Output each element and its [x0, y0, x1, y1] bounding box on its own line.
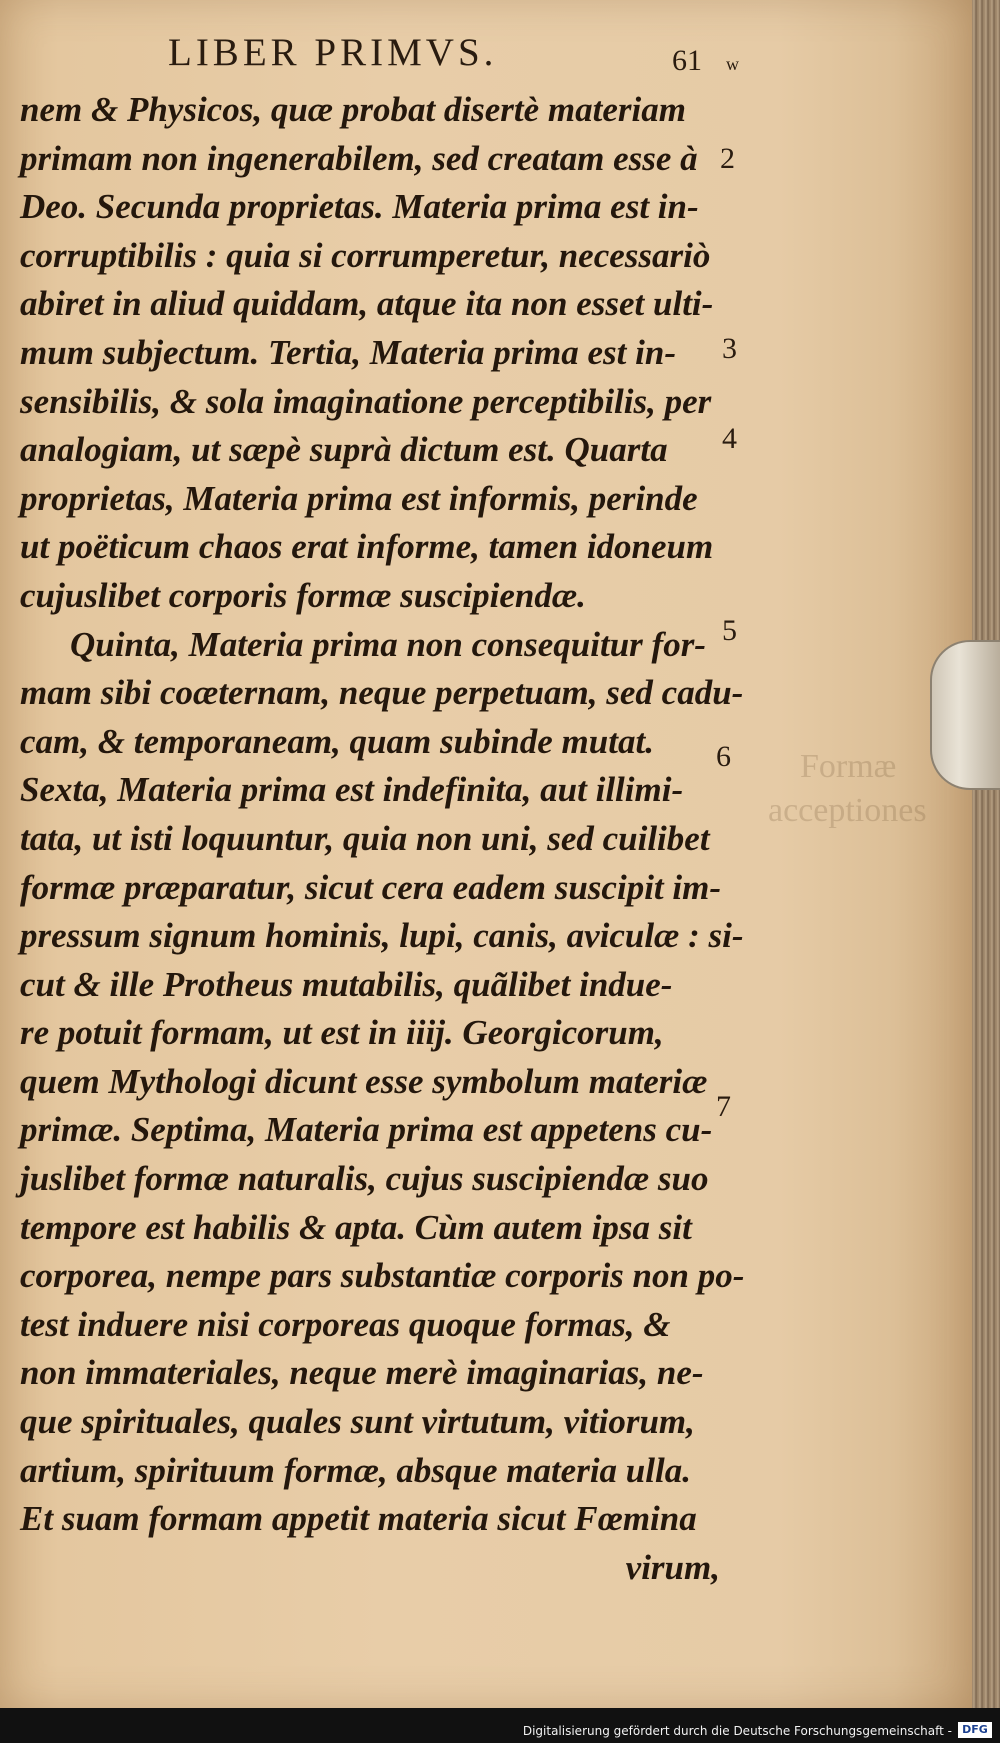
page-number: 61 [672, 44, 702, 77]
bleed-through-text: acceptiones [768, 792, 927, 829]
text-line: corporea, nempe pars substantiæ corporis non po- [20, 1256, 745, 1296]
text-line: primæ. Septima, Materia prima est appetens cu- [20, 1110, 713, 1150]
text-line: tempore est habilis & apta. Cùm autem ipsa sit [20, 1207, 692, 1247]
text-line: sensibilis, & sola imaginatione perceptibilis, per [20, 381, 712, 421]
corner-mark: w [726, 54, 739, 74]
text-line: non immateriales, neque merè imaginarias, ne- [20, 1353, 704, 1393]
text-line: quem Mythologi dicunt esse symbolum materiæ [20, 1061, 708, 1101]
page-stack-edge [972, 0, 1000, 1708]
dfg-logo: DFG [958, 1722, 992, 1738]
text-line: cut & ille Protheus mutabilis, quãlibet indue- [20, 964, 673, 1004]
text-line: pressum signum hominis, lupi, canis, aviculæ : si- [20, 916, 744, 956]
text-line: que spirituales, quales sunt virtutum, vitiorum, [20, 1402, 695, 1442]
margin-number: 4 [722, 422, 737, 455]
text-line: cujuslibet corporis formæ suscipiendæ. [20, 575, 586, 615]
text-line: formæ præparatur, sicut cera eadem suscipit im- [20, 867, 721, 907]
text-line: Et suam formam appetit materia sicut Fœmina [20, 1499, 697, 1539]
text-line: Sexta, Materia prima est indefinita, aut illimi- [20, 770, 684, 810]
text-line: ut poëticum chaos erat informe, tamen idoneum [20, 527, 714, 567]
margin-number: 2 [720, 142, 735, 175]
margin-number: 7 [716, 1090, 731, 1123]
bleed-through-text: Formæ [800, 748, 897, 785]
text-line: cam, & temporaneam, quam subinde mutat. [20, 721, 654, 761]
book-clasp [930, 640, 1000, 790]
text-line: proprietas, Materia prima est informis, perinde [20, 478, 698, 518]
text-line: mam sibi coæternam, neque perpetuam, sed cadu- [20, 673, 744, 713]
body-text [20, 86, 745, 1592]
margin-number: 3 [722, 332, 737, 365]
catchword: virum, [625, 1547, 720, 1587]
text-line: primam non ingenerabilem, sed creatam esse à [20, 138, 698, 178]
text-line: Deo. Secunda proprietas. Materia prima est in- [20, 187, 699, 227]
text-line: corruptibilis : quia si corrumperetur, necessariò [20, 235, 711, 275]
text-line: mum subjectum. Tertia, Materia prima est in- [20, 332, 676, 372]
text-line: artium, spirituum formæ, absque materia ulla. [20, 1450, 691, 1490]
text-line: test induere nisi corporeas quoque formas, & [20, 1304, 671, 1344]
text-line: nem & Physicos, quæ probat disertè materiam [20, 90, 686, 129]
text-line: juslibet formæ naturalis, cujus suscipiendæ suo [20, 1159, 709, 1199]
margin-number: 6 [716, 740, 731, 773]
footer-credit: Digitalisierung gefördert durch die Deutsche Forschungsgemeinschaft - [522, 1724, 952, 1738]
text-line: analogiam, ut sæpè suprà dictum est. Quarta [20, 430, 668, 470]
text-line: Quinta, Materia prima non consequitur for- [70, 624, 706, 664]
text-line: re potuit formam, ut est in iiij. Georgicorum, [20, 1013, 664, 1053]
margin-number: 5 [722, 614, 737, 647]
text-line: tata, ut isti loquuntur, quia non uni, sed cuilibet [20, 818, 710, 858]
text-line: abiret in aliud quiddam, atque ita non esset ulti- [20, 284, 714, 324]
running-head: LIBER PRIMVS. [168, 31, 498, 74]
